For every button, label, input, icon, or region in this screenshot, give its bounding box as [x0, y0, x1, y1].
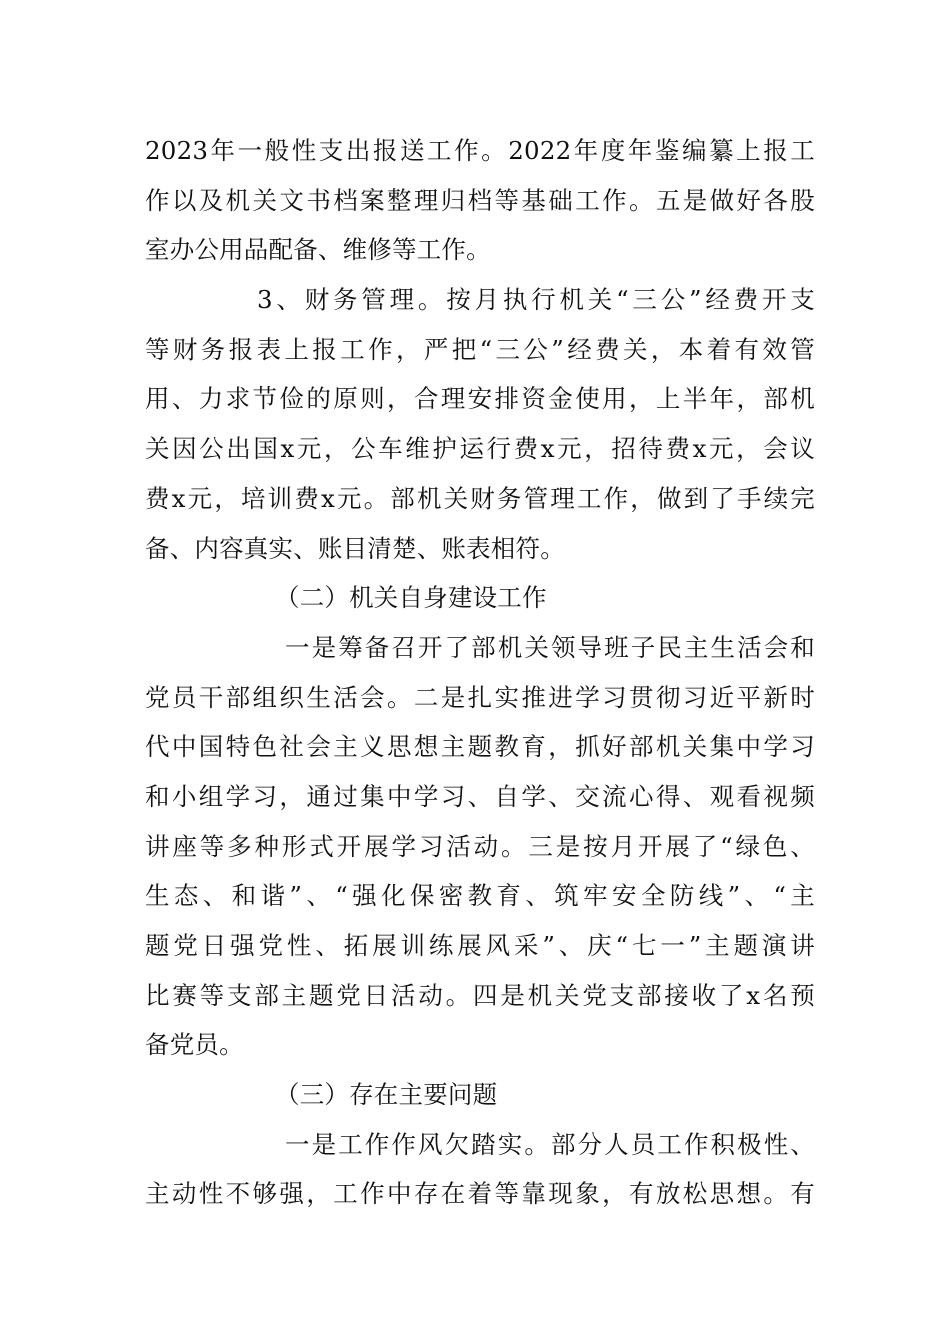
text-line: 题党日强党性、拓展训练展风采”、庆“七一”主题演讲 — [145, 931, 815, 960]
section-heading-self-building: （二）机关自身建设工作 — [275, 583, 547, 613]
text-line: 作以及机关文书档案整理归档等基础工作。五是做好各股 — [145, 185, 815, 215]
text-line: 一是筹备召开了部机关领导班子民主生活会和 — [285, 632, 815, 662]
text-line: 备、内容真实、账目清楚、账表相符。 — [145, 533, 565, 563]
text-line: 和小组学习，通过集中学习、自学、交流心得、观看视频 — [145, 781, 815, 811]
text-line: 主动性不够强，工作中存在着等靠现象，有放松思想。有 — [145, 1179, 815, 1209]
text-line: 比赛等支部主题党日活动。四是机关党支部接收了x名预 — [145, 980, 815, 1010]
section-heading-finance: 3、财务管理。按月执行机关“三公”经费开支 — [257, 285, 815, 315]
text-line: 用、力求节俭的原则，合理安排资金使用，上半年，部机 — [145, 384, 815, 414]
text-line: 关因公出国x元，公车维护运行费x元，招待费x元，会议 — [145, 434, 815, 464]
text-line: 讲座等多种形式开展学习活动。三是按月开展了“绿色、 — [145, 831, 815, 861]
text-line: 代中国特色社会主义思想主题教育，抓好部机关集中学习 — [145, 732, 815, 762]
document-body — [145, 126, 815, 1219]
text-line: 费x元，培训费x元。部机关财务管理工作，做到了手续完 — [145, 483, 815, 513]
text-line: 备党员。 — [145, 1030, 244, 1060]
text-line: 2023年一般性支出报送工作。2022年度年鉴编纂上报工 — [145, 136, 815, 165]
section-heading-problems: （三）存在主要问题 — [275, 1080, 498, 1110]
text-line: 党员干部组织生活会。二是扎实推进学习贯彻习近平新时 — [145, 682, 815, 712]
text-line: 室办公用品配备、维修等工作。 — [145, 235, 491, 265]
text-line: 一是工作作风欠踏实。部分人员工作积极性、 — [285, 1129, 815, 1159]
text-line: 等财务报表上报工作，严把“三公”经费关，本着有效管 — [145, 334, 815, 364]
text-line: 生态、和谐”、“强化保密教育、筑牢安全防线”、“主 — [145, 881, 815, 911]
